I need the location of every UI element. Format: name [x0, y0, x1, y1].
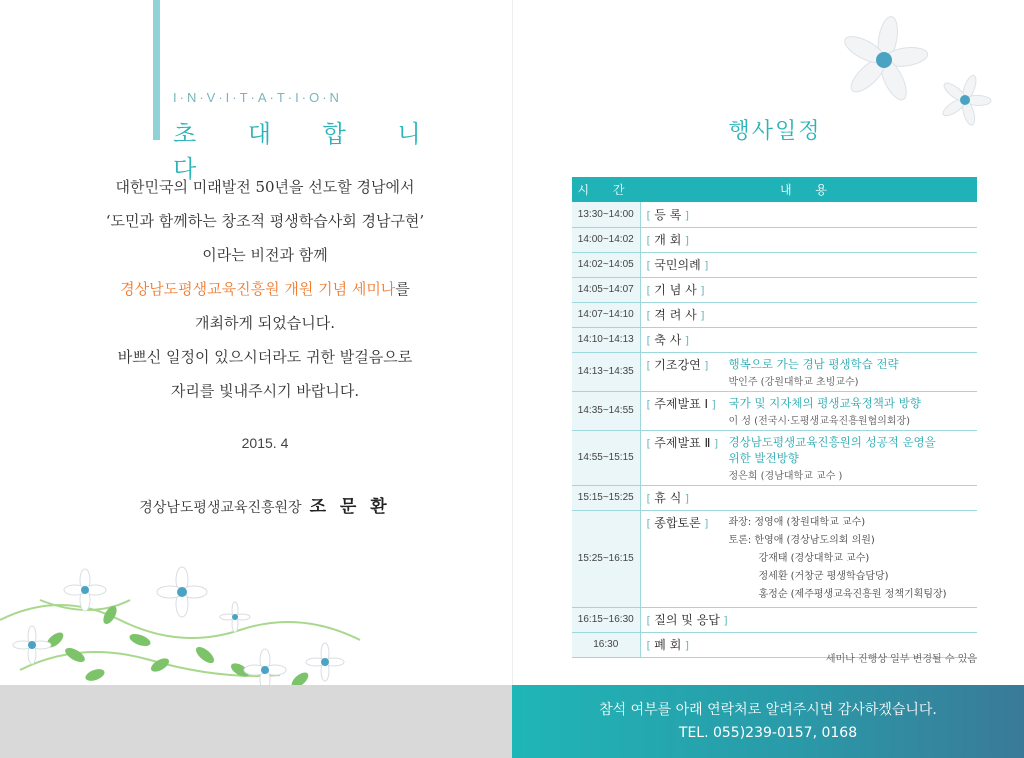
table-row — [572, 252, 977, 277]
table-row — [572, 227, 977, 252]
row-content: [ 질의 및 응답 ] — [640, 607, 977, 632]
row-label: 휴 식 — [654, 491, 682, 505]
row-time: 13:30~14:00 — [572, 202, 640, 227]
invitation-heading: 초 대 합 니 다 — [173, 120, 443, 183]
row-time: 14:35~14:55 — [572, 391, 640, 430]
tel-text: TEL. 055)239-0157, 0168 — [678, 725, 858, 741]
table-row — [572, 277, 977, 302]
invitation-label: I·N·V·I·T·A·T·I·O·N — [173, 90, 342, 105]
row-content: [ 주제발표 Ⅱ ] 경상남도평생교육진흥원의 성공적 운영을 위한 발전방향 정은희 (경남대학교 교수 ) — [640, 430, 977, 485]
panel-line: 토론: 한영애 (경상남도의회 의원) — [728, 534, 875, 546]
talk2-title-line-2: 위한 발전방향 — [728, 450, 799, 465]
floral-decoration-icon — [0, 560, 400, 690]
row-label: 격 려 사 — [654, 308, 697, 322]
row-label: 주제발표 Ⅰ — [654, 396, 709, 411]
row-label: 주제발표 Ⅱ — [654, 435, 711, 450]
schedule-note: 세미나 진행상 일부 변경될 수 있음 — [825, 654, 977, 665]
talk2-speaker: 정은희 (경남대학교 교수 ) — [728, 470, 843, 482]
panel-line: 강재태 (경상대학교 교수) — [758, 552, 870, 564]
header-content: 내 용 — [640, 177, 977, 202]
accent-bar — [153, 0, 160, 140]
table-row — [572, 327, 977, 352]
talk1-speaker: 이 성 (전국시·도평생교육진흥원협의회장) — [728, 415, 911, 427]
row-content: [ 축 사 ] — [640, 327, 977, 352]
body-line-4 — [60, 274, 470, 308]
table-row-talk2 — [572, 430, 977, 485]
table-row-discussion — [572, 510, 977, 607]
body-line-5: 개최하게 되었습니다. — [195, 314, 335, 332]
row-label: 기 념 사 — [654, 283, 697, 297]
row-time: 15:15~15:25 — [572, 485, 640, 510]
row-label: 폐 회 — [654, 638, 682, 652]
talk1-title: 국가 및 지자체의 평생교육정책과 방향 — [728, 395, 921, 410]
row-content: [ 휴 식 ] — [640, 485, 977, 510]
row-label: 국민의례 — [654, 258, 701, 272]
row-time: 14:02~14:05 — [572, 252, 640, 277]
row-content: [ 격 려 사 ] — [640, 302, 977, 327]
schedule-table — [572, 177, 977, 658]
keynote-title: 행복으로 가는 경남 평생학습 전략 — [728, 356, 899, 371]
body-line-1: 대한민국의 미래발전 50년을 선도할 경남에서 — [115, 178, 415, 196]
row-time: 14:00~14:02 — [572, 227, 640, 252]
row-label: 개 회 — [654, 233, 682, 247]
footer-band-left — [0, 685, 512, 758]
row-label: 등 록 — [654, 207, 682, 222]
row-content: [ 개 회 ] — [640, 227, 977, 252]
row-label: 질의 및 응답 — [654, 613, 720, 627]
row-content: [ 기 념 사 ] — [640, 277, 977, 302]
body-line-7: 자리를 빛내주시기 바랍니다. — [170, 382, 360, 400]
table-row — [572, 202, 977, 227]
row-label: 기조강연 — [654, 357, 701, 372]
row-content: [ 폐 회 ] — [640, 632, 977, 657]
row-time: 14:07~14:10 — [572, 302, 640, 327]
keynote-speaker: 박인주 (강원대학교 초빙교수) — [728, 376, 859, 388]
panel-line: 홍정순 (제주평생교육진흥원 정책기획팀장) — [758, 588, 947, 600]
row-time: 16:30 — [572, 632, 640, 657]
rsvp-text: 참석 여부를 아래 연락처로 알려주시면 감사하겠습니다. — [599, 702, 937, 718]
table-row-qa — [572, 607, 977, 632]
row-time: 14:10~14:13 — [572, 327, 640, 352]
row-content: [ 기조강연 ] 행복으로 가는 경남 평생학습 전략 박인주 (강원대학교 초빙교수) — [640, 352, 977, 391]
row-time: 15:25~16:15 — [572, 510, 640, 607]
table-row-keynote — [572, 352, 977, 391]
row-time: 16:15~16:30 — [572, 607, 640, 632]
row-content: [ 종합토론 ] 좌장: 정영애 (창원대학교 교수) 토론: 한영애 (경상남도의회 의원) 강재태 (경상대학교 교수) 정세환 (거창군 평생학습담당) 홍정순 (제주평생교육진흥원 정책기획팀장) — [640, 510, 977, 607]
body-line-6: 바쁘신 일정이 있으시더라도 귀한 발걸음으로 — [117, 348, 413, 366]
table-row-talk1 — [572, 391, 977, 430]
contact-band — [512, 685, 1024, 758]
row-label: 축 사 — [654, 333, 682, 347]
seminar-name-highlight: 경상남도평생교육진흥원 개원 기념 세미나 — [120, 280, 396, 298]
flower-decoration-icon — [832, 14, 1002, 134]
row-content: [ 국민의례 ] — [640, 252, 977, 277]
highlight-suffix: 를 — [395, 280, 410, 298]
table-row-break — [572, 485, 977, 510]
invitation-date: 2015. 4 — [241, 435, 289, 451]
row-time: 14:13~14:35 — [572, 352, 640, 391]
table-header-row — [572, 177, 977, 202]
panel-line: 좌장: 정영애 (창원대학교 교수) — [728, 516, 866, 528]
body-line-2: ‘도민과 함께하는 창조적 평생학습사회 경남구현’ — [105, 212, 425, 230]
signer — [60, 492, 470, 517]
row-label: 종합토론 — [654, 515, 701, 530]
signer-name: 조 문 환 — [309, 497, 391, 517]
talk2-title-line-1: 경상남도평생교육진흥원의 성공적 운영을 — [728, 434, 936, 449]
panel-line: 정세환 (거창군 평생학습담당) — [758, 570, 889, 582]
row-content: [ 주제발표 Ⅰ ] 국가 및 지자체의 평생교육정책과 방향 이 성 (전국시·도평생교육진흥원협의회장) — [640, 391, 977, 430]
signer-title: 경상남도평생교육진흥원장 — [139, 500, 302, 516]
table-row — [572, 302, 977, 327]
row-time: 14:55~15:15 — [572, 430, 640, 485]
invitation-body — [60, 172, 470, 462]
row-time: 14:05~14:07 — [572, 277, 640, 302]
schedule-title: 행사일정 — [728, 119, 822, 144]
row-content: [ 등 록 ] — [640, 202, 977, 227]
header-time: 시 간 — [572, 177, 640, 202]
body-line-3: 이라는 비전과 함께 — [202, 246, 328, 264]
